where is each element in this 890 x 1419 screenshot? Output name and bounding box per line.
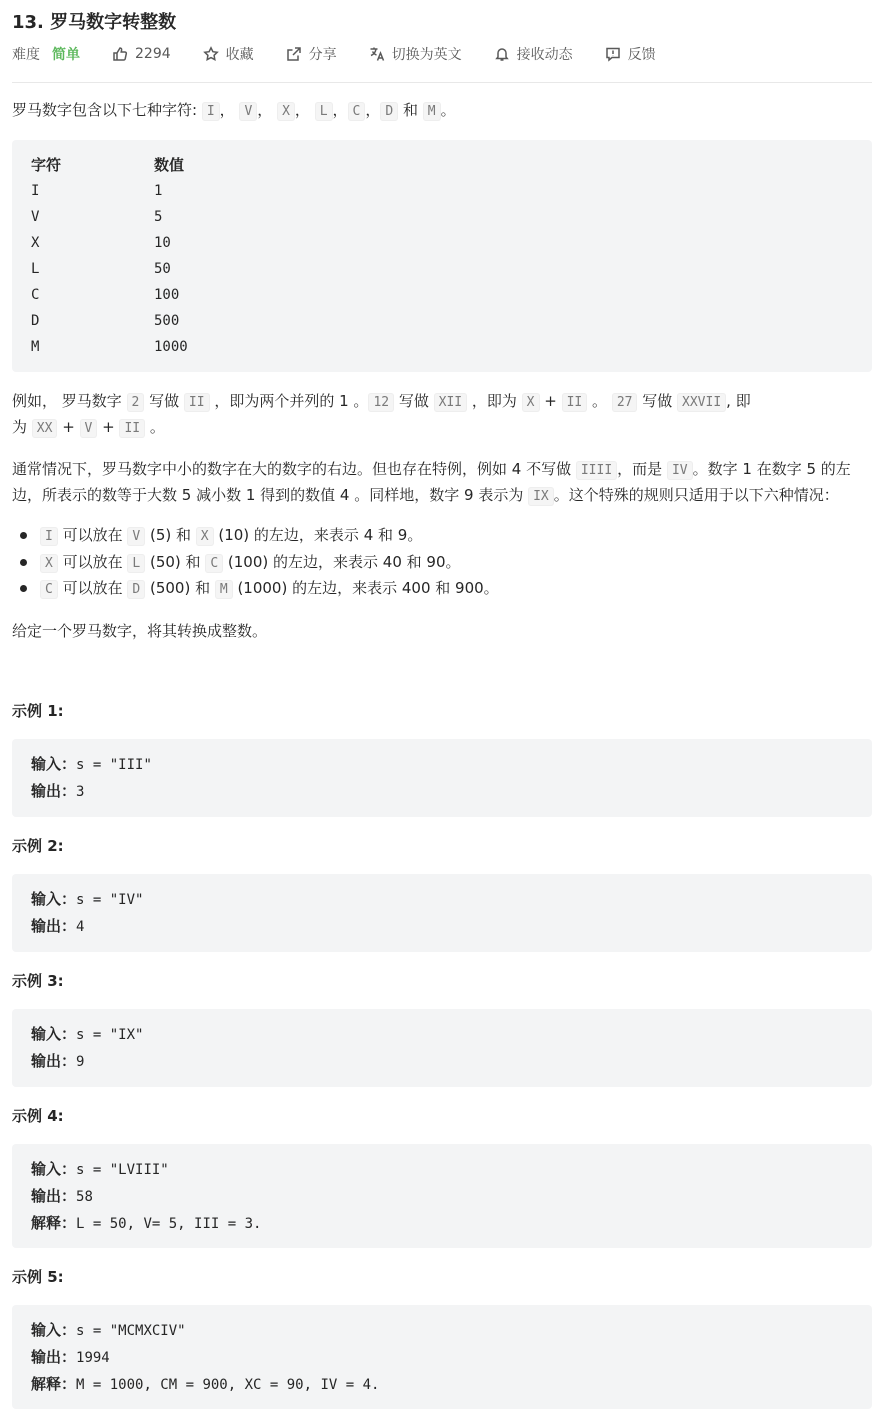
feedback-label: 反馈 [627, 47, 656, 63]
feedback-button[interactable] [605, 44, 656, 64]
inline-code: M [215, 580, 233, 599]
inline-code: L [315, 102, 333, 121]
example-block [12, 1144, 872, 1248]
inline-code: II [184, 393, 210, 412]
difficulty-label: 难度 [12, 47, 40, 63]
inline-code: 12 [368, 393, 394, 412]
rule-cases-list [12, 523, 872, 603]
problem-title: 13. 罗马数字转整数 [12, 12, 177, 33]
inline-code: IIII [576, 461, 617, 480]
example-title: 示例 4: [12, 1106, 64, 1125]
example-input-line: 输入：s = "IV" [31, 889, 144, 908]
thumbs-up-icon [112, 46, 128, 62]
example-title: 示例 5: [12, 1267, 64, 1286]
inline-code: D [380, 102, 398, 121]
symbol-table [12, 140, 872, 372]
table-row: X 10 [31, 235, 171, 251]
inline-code: X [40, 554, 58, 573]
notify-label: 接收动态 [516, 47, 573, 63]
rule-paragraph: 通常情况下，罗马数字中小的数字在大的数字的右边。但也存在特例，例如 4 不写做 IIII ，而是 IV 。数字 1 在数字 5 的左边，所表示的数等于大数 5 减小数 1 得到的数值 4 。同样地，数字 9 表示为 IX 。这个特殊的规则只适用于以下六种情况： [12, 460, 851, 504]
problem-description [12, 98, 872, 1409]
inline-code: C [40, 580, 58, 599]
inline-code: X [522, 393, 540, 412]
example-input-line: 输入：s = "III" [31, 754, 152, 773]
inline-code: L [127, 554, 145, 573]
notify-button[interactable] [494, 44, 573, 64]
switch-language-label: 切换为英文 [391, 47, 462, 63]
problem-meta-bar [12, 43, 688, 65]
difficulty-badge: 简单 [52, 47, 80, 63]
inline-code: II [562, 393, 588, 412]
share-icon [286, 46, 302, 62]
table-header: 字符 数值 [31, 156, 185, 174]
example-explain-line: 解释：M = 1000, CM = 900, XC = 90, IV = 4. [31, 1374, 380, 1393]
meta-divider [12, 82, 872, 83]
example-block [12, 874, 872, 952]
inline-code: X [277, 102, 295, 121]
inline-code: IV [667, 461, 693, 480]
share-button[interactable] [286, 44, 337, 64]
table-row: V 5 [31, 209, 163, 225]
table-row: I 1 [31, 183, 163, 199]
inline-code: V [80, 419, 98, 438]
inline-code: XX [32, 419, 58, 438]
example-block [12, 1305, 872, 1409]
inline-code: D [127, 580, 145, 599]
inline-code: V [239, 102, 257, 121]
table-row: C 100 [31, 287, 180, 303]
inline-code: II [119, 419, 145, 438]
inline-code: C [205, 554, 223, 573]
like-count: 2294 [135, 46, 171, 62]
example-input-line: 输入：s = "MCMXCIV" [31, 1320, 186, 1339]
example-block [12, 739, 872, 817]
inline-code: V [127, 527, 145, 546]
example-explain-line: 解释：L = 50, V= 5, III = 3. [31, 1213, 262, 1232]
share-label: 分享 [308, 47, 337, 63]
star-icon [203, 46, 219, 62]
list-item: I 可以放在 V (5) 和 X (10) 的左边，来表示 4 和 9。 [40, 523, 872, 550]
intro-paragraph: 罗马数字包含以下七种字符: I ， V ， X ， L ， C ， D 和 M 。 [12, 101, 456, 119]
inline-code: I [202, 102, 220, 121]
favorite-button[interactable] [203, 44, 254, 64]
inline-code: 27 [612, 393, 638, 412]
list-item: C 可以放在 D (500) 和 M (1000) 的左边，来表示 400 和 900。 [40, 576, 872, 603]
inline-code: 2 [127, 393, 145, 412]
inline-code: M [423, 102, 441, 121]
example-output-line: 输出：58 [31, 1186, 93, 1205]
example-paragraph: 例如， 罗马数字 2 写做 II ，即为两个并列的 1 。 12 写做 XII ，即为 X + II 。 27 写做 XXVII , 即 为 XX + V + II 。 [12, 392, 751, 436]
example-output-line: 输出：3 [31, 781, 85, 800]
table-row: D 500 [31, 313, 180, 329]
list-item: X 可以放在 L (50) 和 C (100) 的左边，来表示 40 和 90。 [40, 550, 872, 577]
example-title: 示例 2: [12, 836, 64, 855]
example-block [12, 1009, 872, 1087]
bell-icon [494, 46, 510, 62]
example-title: 示例 1: [12, 701, 64, 720]
example-input-line: 输入：s = "LVIII" [31, 1159, 169, 1178]
example-output-line: 输出：9 [31, 1051, 85, 1070]
example-output-line: 输出：1994 [31, 1347, 110, 1366]
table-row: M 1000 [31, 339, 188, 355]
table-row: L 50 [31, 261, 171, 277]
inline-code: XXVII [677, 393, 726, 412]
translate-icon [369, 46, 385, 62]
example-input-line: 输入：s = "IX" [31, 1024, 144, 1043]
example-title: 示例 3: [12, 971, 64, 990]
inline-code: XII [434, 393, 467, 412]
inline-code: IX [528, 487, 554, 506]
switch-language-button[interactable] [369, 44, 462, 64]
like-button[interactable] [112, 46, 171, 62]
example-output-line: 输出：4 [31, 916, 85, 935]
inline-code: I [40, 527, 58, 546]
inline-code: C [348, 102, 366, 121]
feedback-icon [605, 46, 621, 62]
inline-code: X [196, 527, 214, 546]
favorite-label: 收藏 [225, 47, 254, 63]
task-paragraph: 给定一个罗马数字，将其转换成整数。 [12, 621, 268, 640]
